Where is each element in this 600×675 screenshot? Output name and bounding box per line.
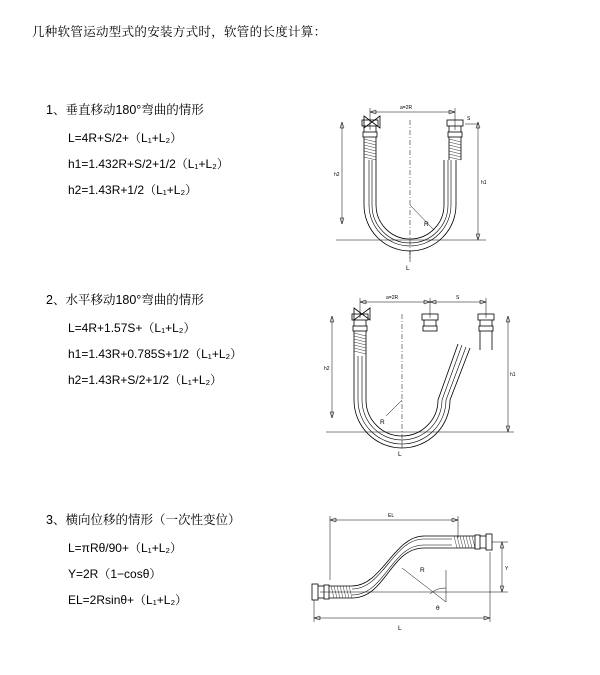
lateral-offset-diagram bbox=[290, 510, 520, 640]
section-1-text bbox=[46, 100, 306, 207]
label-h2: h2 bbox=[324, 366, 330, 372]
section-2-formula-3: h2=1.43R+S/2+1/2（L₁+L₂） bbox=[68, 373, 223, 387]
label-r: R bbox=[420, 567, 425, 574]
label-l: L bbox=[398, 625, 402, 632]
label-h2: h2 bbox=[334, 172, 340, 178]
label-r: R bbox=[424, 221, 429, 228]
label-l: L bbox=[406, 265, 410, 272]
section-3-formula-2: Y=2R（1−cosθ） bbox=[68, 567, 162, 581]
dim-a-2r: a=2R bbox=[400, 105, 413, 111]
section-2-formula-2: h1=1.43R+0.785S+1/2（L₁+L₂） bbox=[68, 347, 243, 361]
label-r: R bbox=[380, 419, 385, 426]
section-1-formula-1: L=4R+S/2+（L₁+L₂） bbox=[68, 131, 183, 145]
section-3-formula-1: L=πRθ/90+（L₁+L₂） bbox=[68, 541, 183, 555]
label-h1: h1 bbox=[510, 372, 516, 378]
label-h1: h1 bbox=[481, 180, 487, 186]
dim-el: EL bbox=[388, 513, 395, 519]
section-1-formula-2: h1=1.432R+S/2+1/2（L₁+L₂） bbox=[68, 157, 229, 171]
page-title: 几种软管运动型式的安装方式时，软管的长度计算： bbox=[32, 25, 327, 39]
section-3-formula-3: EL=2Rsinθ+（L₁+L₂） bbox=[68, 593, 188, 607]
horizontal-180-bend-diagram bbox=[300, 290, 520, 465]
label-s: S bbox=[467, 116, 471, 122]
label-y: Y bbox=[505, 566, 509, 572]
dim-a-2r: a=2R bbox=[386, 295, 399, 301]
section-2-heading: 2、水平移动180°弯曲的情形 bbox=[46, 293, 204, 307]
dim-s: S bbox=[456, 295, 460, 301]
label-theta: θ bbox=[436, 605, 440, 612]
vertical-180-bend-diagram bbox=[300, 100, 520, 280]
section-1-heading: 1、垂直移动180°弯曲的情形 bbox=[46, 103, 204, 117]
section-2-text bbox=[46, 290, 306, 397]
label-l: L bbox=[398, 451, 402, 458]
section-3-heading: 3、横向位移的情形（一次性变位） bbox=[46, 513, 241, 527]
section-3-text bbox=[46, 510, 306, 617]
section-1-formula-3: h2=1.43R+1/2（L₁+L₂） bbox=[68, 183, 198, 197]
section-2-formula-1: L=4R+1.57S+（L₁+L₂） bbox=[68, 321, 196, 335]
